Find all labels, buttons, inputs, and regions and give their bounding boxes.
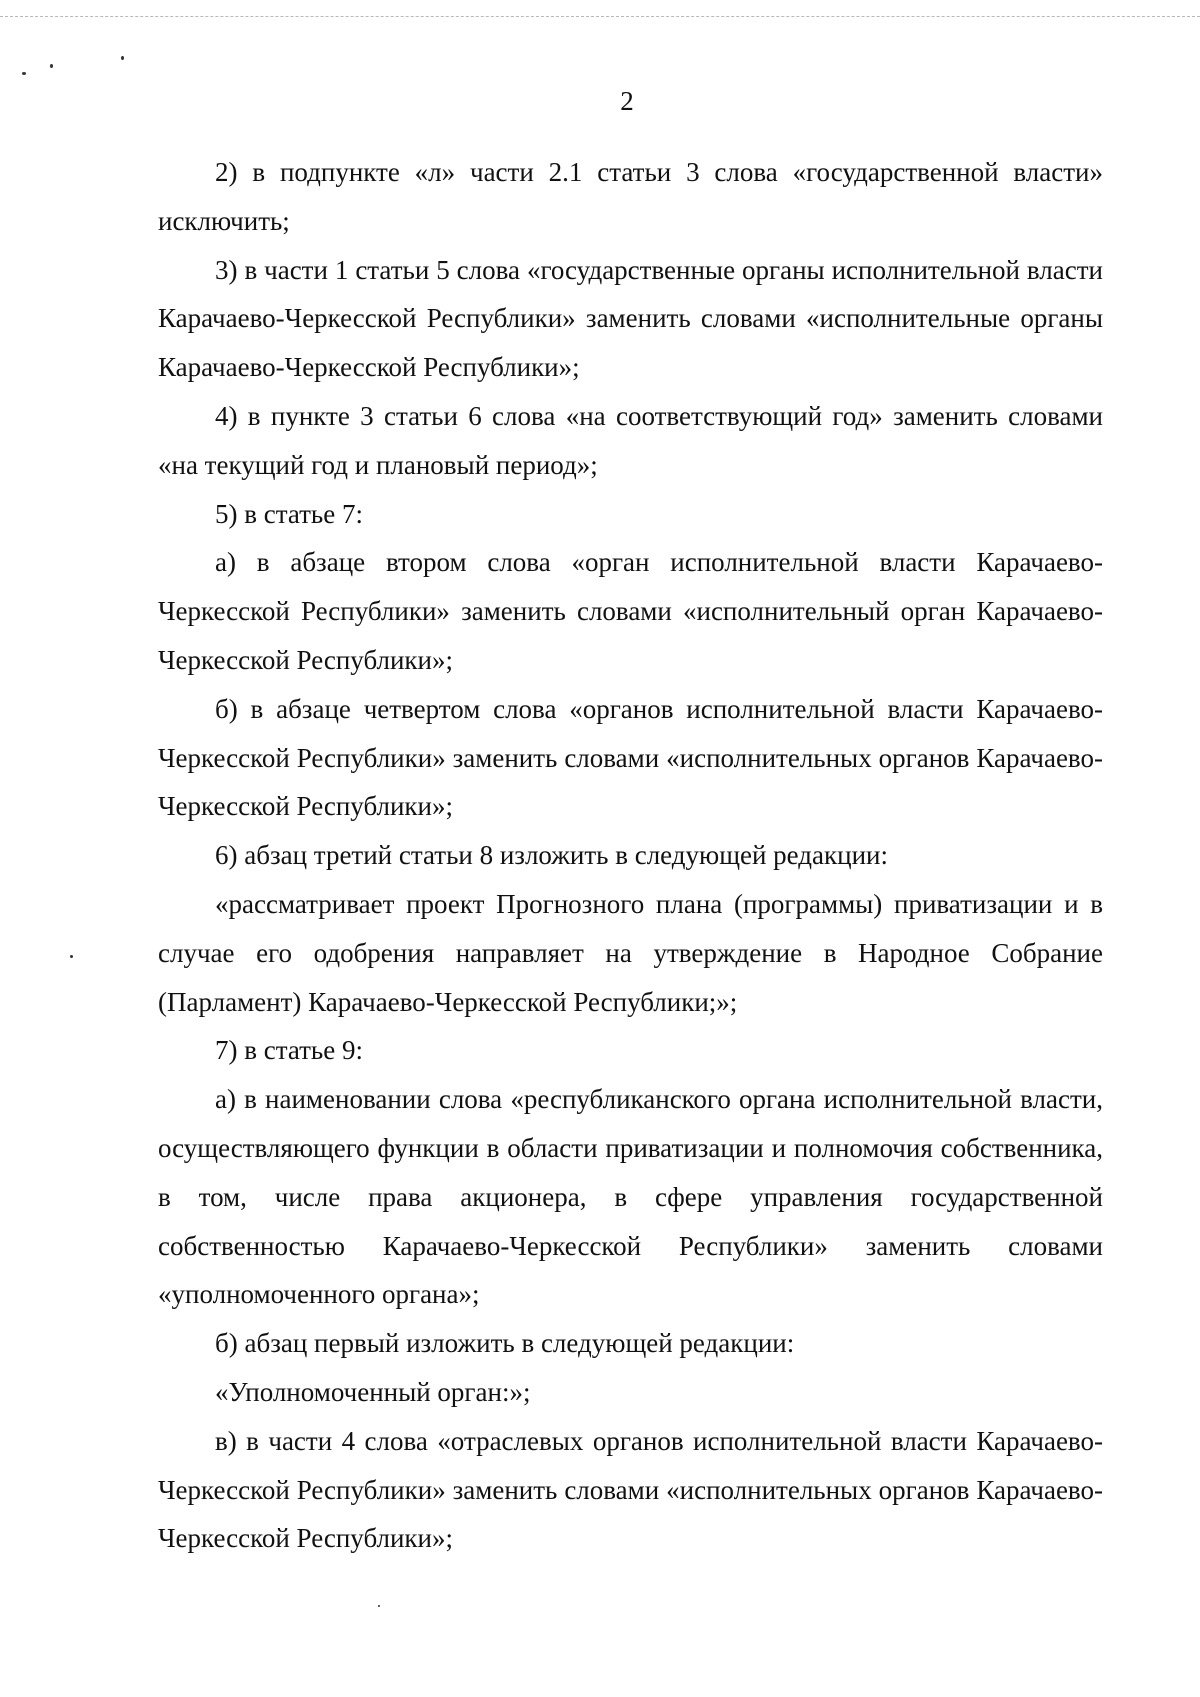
paragraph: 4) в пункте 3 статьи 6 слова «на соответствующий год» заменить словами «на текущий год и плановый период»;	[158, 400, 1103, 480]
scan-speck	[22, 72, 26, 75]
paragraph: 6) абзац третий статьи 8 изложить в следующей редакции:	[215, 840, 888, 871]
page-number: 2	[620, 86, 634, 116]
paragraph: «рассматривает проект Прогнозного плана (программы) приватизации и в случае его одобрения направляет на утверждение в Народное Собрание (Парламент) Карачаево-Черкесской Республики;»;	[158, 888, 1103, 1017]
paragraph: 3) в части 1 статьи 5 слова «государственные органы исполнительной власти Карачаево-Черкесской Республики» заменить словами «исполнительные органы Карачаево-Черкесской Республики»;	[158, 254, 1103, 383]
paragraph: 7) в статье 9:	[215, 1035, 363, 1066]
paragraph: 5) в статье 7:	[215, 498, 363, 529]
paragraph: б) абзац первый изложить в следующей редакции:	[215, 1328, 795, 1359]
paragraph: а) в наименовании слова «республиканского органа исполнительной власти, осуществляющего функции в области приватизации и полномочия собственника, в том, числе права акционера, в сфере управления государственной собственностью Карачаево-Черкесской Республики» заменить словами «уполномоченного органа»;	[158, 1084, 1103, 1310]
paragraph: б) в абзаце четвертом слова «органов исполнительной власти Карачаево-Черкесской Республики» заменить словами «исполнительных органов Карачаево-Черкесской Республики»;	[158, 693, 1103, 822]
document-body	[158, 148, 1103, 1563]
scan-speck	[50, 64, 53, 68]
scan-speck	[121, 56, 124, 60]
paragraph: в) в части 4 слова «отраслевых органов исполнительной власти Карачаево-Черкесской Республики» заменить словами «исполнительных органов Карачаево-Черкесской Республики»;	[158, 1425, 1103, 1554]
paragraph: а) в абзаце втором слова «орган исполнительной власти Карачаево-Черкесской Республики» заменить словами «исполнительный орган Карачаево-Черкесской Республики»;	[158, 547, 1103, 675]
scan-speck	[378, 1605, 380, 1607]
scan-speck	[70, 955, 73, 958]
scan-edge-line	[0, 16, 1200, 17]
paragraph: «Уполномоченный орган:»;	[215, 1376, 531, 1407]
paragraph: 2) в подпункте «л» части 2.1 статьи 3 слова «государственной власти» исключить;	[158, 157, 1103, 236]
